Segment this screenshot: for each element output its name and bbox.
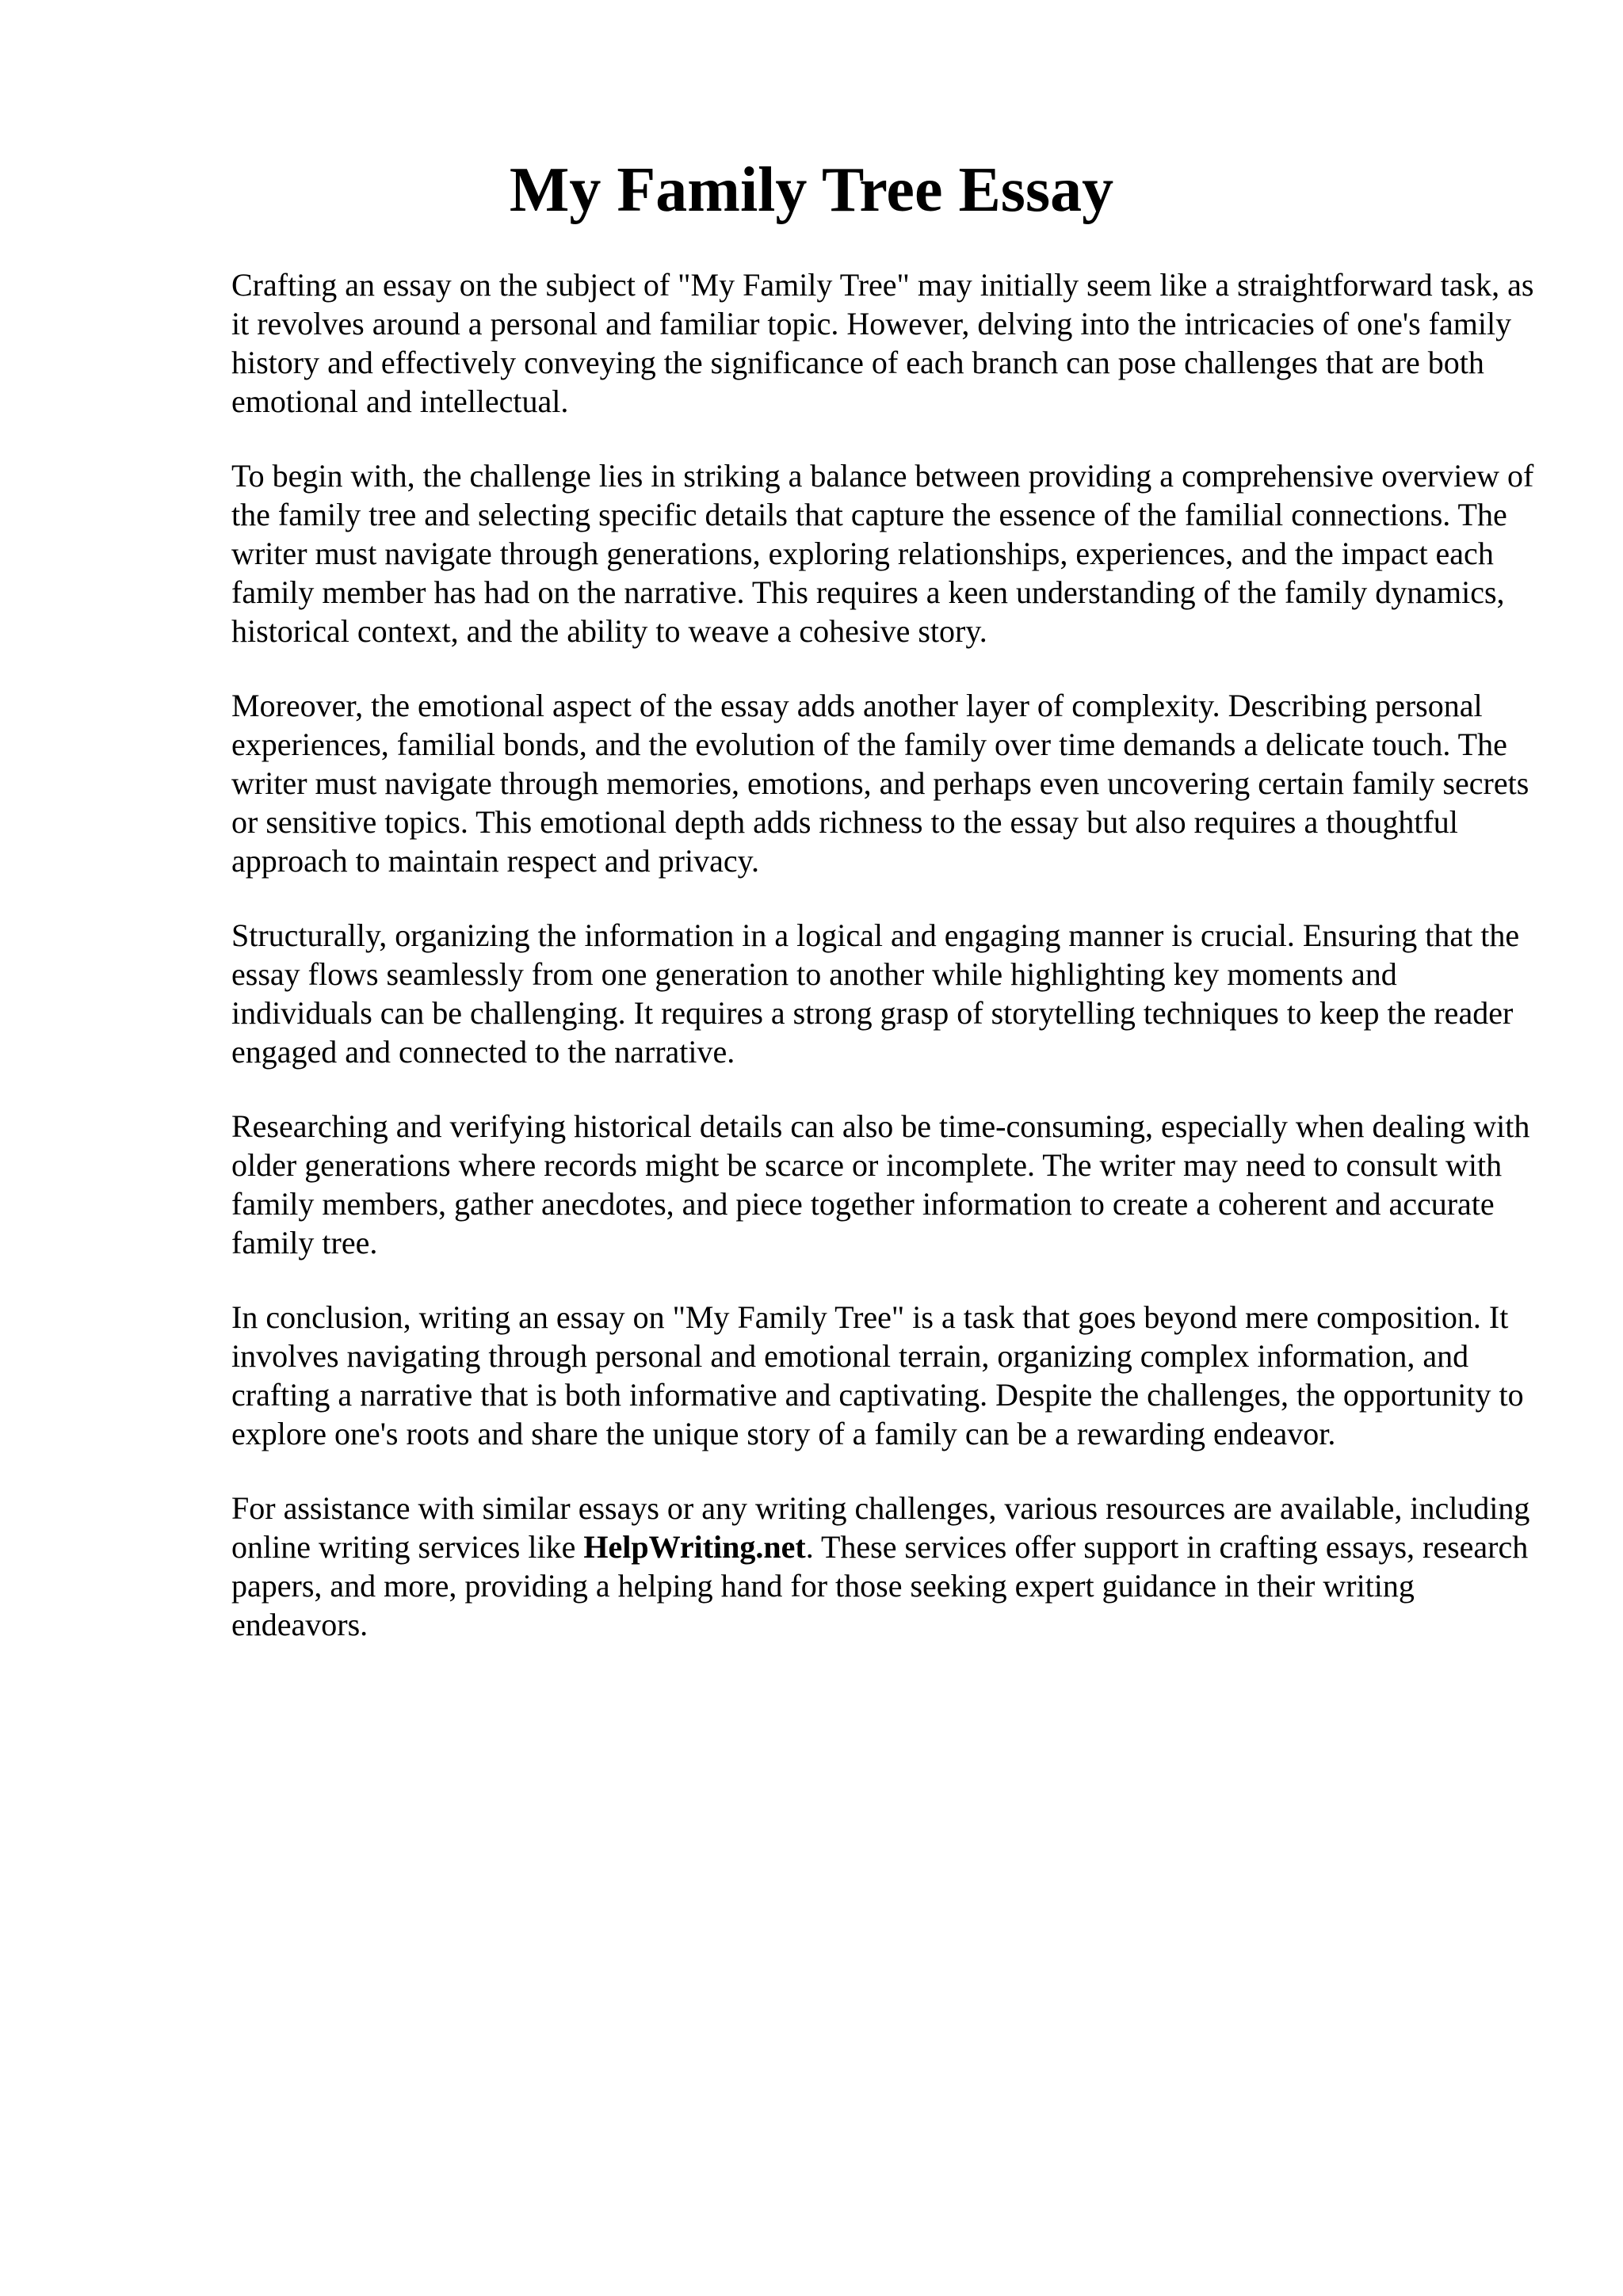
paragraph-closing <box>231 1489 1539 1644</box>
brand-name: HelpWriting.net <box>583 1529 806 1565</box>
closing-text-after: . These services offer support in crafting essays, research papers, and more, providing a helping hand for those seeking expert guidance in their writing endeavors. <box>231 1529 1529 1642</box>
paragraph-research: Researching and verifying historical details can also be time-consuming, especially when dealing with older generations where records might be scarce or incomplete. The writer may need to consult with family members, gather anecdotes, and piece together information to create a coherent and accurate family tree. <box>231 1108 1530 1261</box>
document-body <box>231 265 1539 1680</box>
paragraph-challenge-balance: To begin with, the challenge lies in striking a balance between providing a comprehensive overview of the family tree and selecting specific details that capture the essence of the familial connections. The writer must navigate through generations, exploring relationships, experiences, and the impact each family member has had on the narrative. This requires a keen understanding of the family dynamics, historical context, and the ability to weave a cohesive story. <box>231 458 1534 649</box>
closing-text-before: For assistance with similar essays or any writing challenges, various resources are available, including online writing services like <box>231 1490 1530 1565</box>
document-title: My Family Tree Essay <box>509 155 1114 225</box>
paragraph-intro: Crafting an essay on the subject of "My Family Tree" may initially seem like a straightforward task, as it revolves around a personal and familiar topic. However, delving into the intricacies of one's family history and effectively conveying the significance of each branch can pose challenges that are both emotional and intellectual. <box>231 267 1534 419</box>
paragraph-structure: Structurally, organizing the information in a logical and engaging manner is crucial. Ensuring that the essay flows seamlessly from one generation to another while highlighting key moments and individuals can be challenging. It requires a strong grasp of storytelling techniques to keep the reader engaged and connected to the narrative. <box>231 917 1520 1070</box>
paragraph-emotional-aspect: Moreover, the emotional aspect of the essay adds another layer of complexity. Describing personal experiences, familial bonds, and the evolution of the family over time demands a delicate touch. The writer must navigate through memories, emotions, and perhaps even uncovering certain family secrets or sensitive topics. This emotional depth adds richness to the essay but also requires a thoughtful approach to maintain respect and privacy. <box>231 688 1529 879</box>
paragraph-conclusion: In conclusion, writing an essay on "My Family Tree" is a task that goes beyond mere composition. It involves navigating through personal and emotional terrain, organizing complex information, and crafting a narrative that is both informative and captivating. Despite the challenges, the opportunity to explore one's roots and share the unique story of a family can be a rewarding endeavor. <box>231 1299 1524 1451</box>
